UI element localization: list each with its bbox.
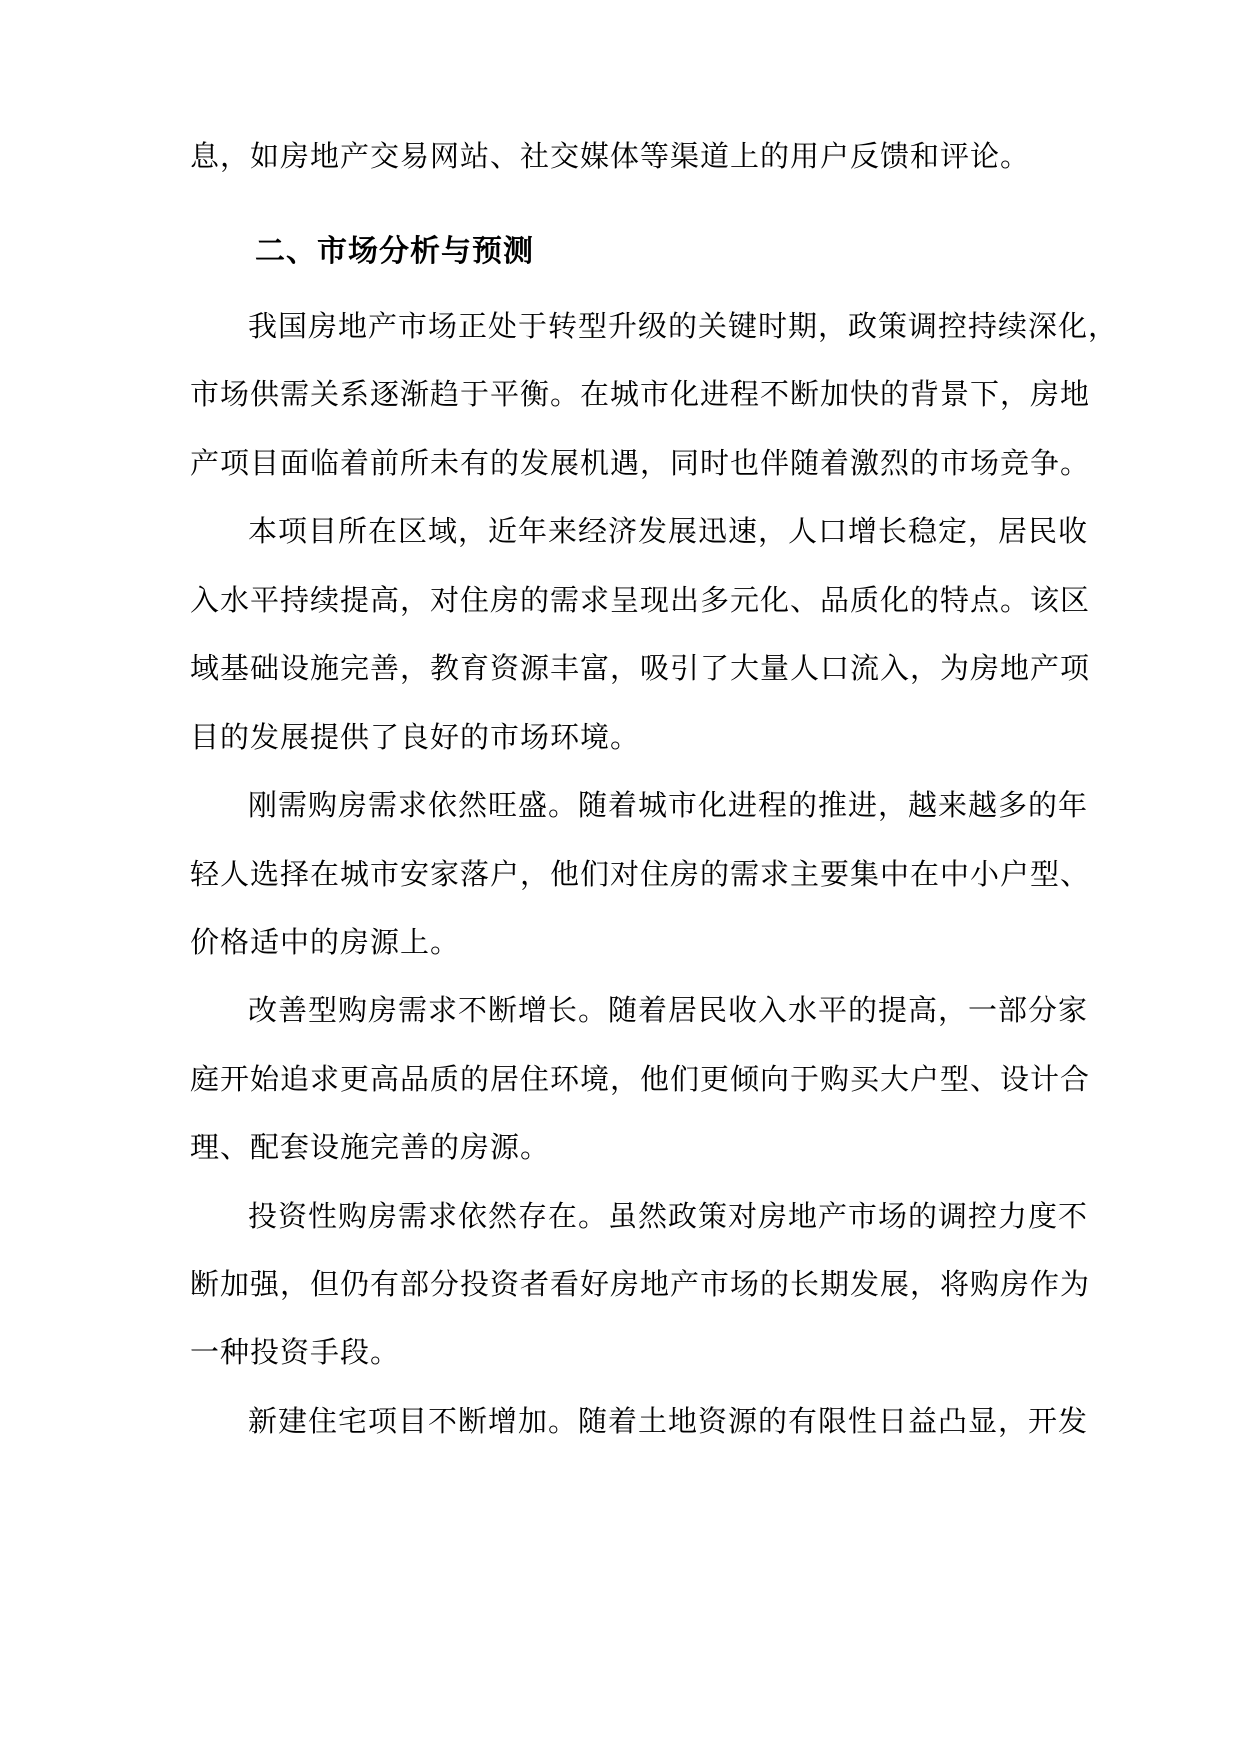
paragraph-line: 域基础设施完善，教育资源丰富，吸引了大量人口流入，为房地产项 xyxy=(190,651,1091,685)
paragraph-line: 价格适中的房源上。 xyxy=(190,925,461,959)
paragraph-line: 刚需购房需求依然旺盛。随着城市化进程的推进，越来越多的年 xyxy=(248,788,1089,822)
paragraph-line: 新建住宅项目不断增加。随着土地资源的有限性日益凸显，开发 xyxy=(248,1404,1089,1438)
paragraph-line: 理、配套设施完善的房源。 xyxy=(190,1130,551,1164)
paragraph-line: 一种投资手段。 xyxy=(190,1335,401,1369)
paragraph-line: 我国房地产市场正处于转型升级的关键时期，政策调控持续深化， xyxy=(248,309,1119,343)
paragraph-line: 本项目所在区域，近年来经济发展迅速，人口增长稳定，居民收 xyxy=(248,514,1089,548)
paragraph-line: 断加强，但仍有部分投资者看好房地产市场的长期发展，将购房作为 xyxy=(190,1267,1091,1301)
paragraph-line: 投资性购房需求依然存在。虽然政策对房地产市场的调控力度不 xyxy=(248,1199,1089,1233)
paragraph-line: 目的发展提供了良好的市场环境。 xyxy=(190,720,641,754)
paragraph-line: 轻人选择在城市安家落户，他们对住房的需求主要集中在中小户型、 xyxy=(190,857,1091,891)
paragraph-line: 市场供需关系逐渐趋于平衡。在城市化进程不断加快的背景下，房地 xyxy=(190,377,1091,411)
section-heading: 二、市场分析与预测 xyxy=(255,234,534,269)
continuation-line: 息，如房地产交易网站、社交媒体等渠道上的用户反馈和评论。 xyxy=(190,139,1031,173)
paragraph-line: 庭开始追求更高品质的居住环境，他们更倾向于购买大户型、设计合 xyxy=(190,1062,1091,1096)
paragraph-line: 产项目面临着前所未有的发展机遇，同时也伴随着激烈的市场竞争。 xyxy=(190,446,1091,480)
paragraph-line: 改善型购房需求不断增长。随着居民收入水平的提高，一部分家 xyxy=(248,993,1089,1027)
paragraph-line: 入水平持续提高，对住房的需求呈现出多元化、品质化的特点。该区 xyxy=(190,583,1091,617)
